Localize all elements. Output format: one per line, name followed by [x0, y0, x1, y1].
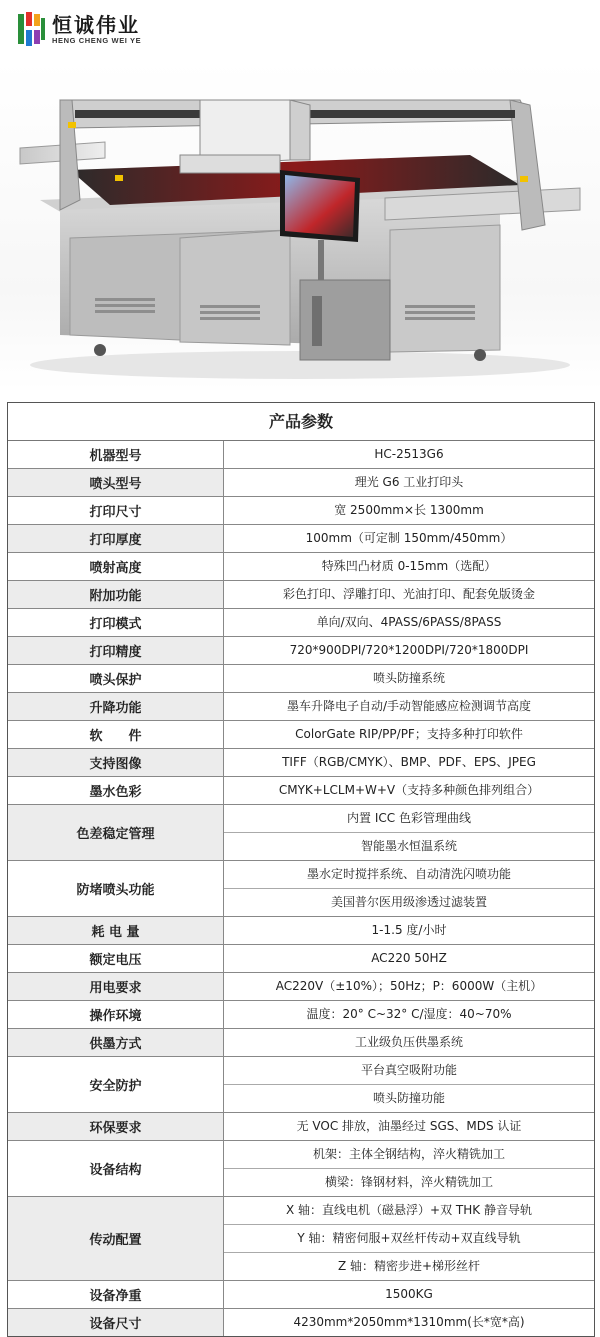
spec-label: 支持图像	[8, 749, 224, 776]
spec-row	[8, 861, 594, 917]
spec-row	[8, 1309, 594, 1336]
spec-label: 防堵喷头功能	[8, 861, 224, 916]
spec-value: 墨车升降电子自动/手动智能感应检测调节高度	[286, 699, 532, 713]
spec-value: 无 VOC 排放，油墨经过 SGS、MDS 认证	[296, 1119, 522, 1133]
spec-label: 环保要求	[8, 1113, 224, 1140]
spec-label: 传动配置	[8, 1197, 224, 1280]
spec-label: 升降功能	[8, 693, 224, 720]
spec-label: 色差稳定管理	[8, 805, 224, 860]
spec-row	[8, 1001, 594, 1029]
spec-row	[8, 525, 594, 553]
spec-label: 喷头保护	[8, 665, 224, 692]
spec-row	[8, 973, 594, 1001]
spec-value: 墨水定时搅拌系统、自动清洗闪喷功能	[306, 867, 511, 881]
spec-value: 机架：主体全钢结构，淬火精铣加工	[312, 1147, 505, 1161]
spec-label: 墨水色彩	[8, 777, 224, 804]
spec-value: Y 轴：精密伺服+双丝杆传动+双直线导轨	[224, 1224, 594, 1252]
spec-value: X 轴：直线电机（磁悬浮）+双 THK 静音导轨	[286, 1203, 532, 1217]
spec-row	[8, 609, 594, 637]
spec-value: 特殊凹凸材质 0-15mm（选配）	[321, 559, 497, 573]
spec-value: AC220 50HZ	[371, 951, 447, 965]
spec-value: TIFF（RGB/CMYK）、BMP、PDF、EPS、JPEG	[282, 755, 536, 769]
spec-row	[8, 1197, 594, 1281]
brand-name-en: HENG CHENG WEI YE	[52, 36, 142, 45]
brand-name-cn: 恒诚伟业	[52, 13, 140, 37]
spec-value: 1-1.5 度/小时	[371, 923, 447, 937]
spec-row	[8, 749, 594, 777]
spec-value: 4230mm*2050mm*1310mm(长*宽*高)	[293, 1315, 525, 1329]
spec-row	[8, 665, 594, 693]
spec-label: 操作环境	[8, 1001, 224, 1028]
spec-value: 喷头防撞系统	[372, 671, 445, 685]
spec-row	[8, 1113, 594, 1141]
spec-rows	[8, 441, 594, 1336]
spec-label: 用电要求	[8, 973, 224, 1000]
spec-value: 美国普尔医用级渗透过滤装置	[224, 888, 594, 916]
spec-row	[8, 721, 594, 749]
spec-label: 机器型号	[8, 441, 224, 468]
spec-row	[8, 469, 594, 497]
logo-mark-icon	[18, 12, 46, 48]
spec-label: 喷射高度	[8, 553, 224, 580]
spec-value: 横梁：锋钢材料，淬火精铣加工	[224, 1168, 594, 1196]
spec-value: AC220V（±10%）；50Hz；P：6000W（主机）	[275, 979, 543, 993]
brand-logo	[18, 10, 141, 50]
spec-label: 软 件	[8, 721, 224, 748]
spec-row	[8, 693, 594, 721]
spec-row	[8, 441, 594, 469]
spec-value: 智能墨水恒温系统	[224, 832, 594, 860]
spec-label: 打印模式	[8, 609, 224, 636]
spec-label: 设备尺寸	[8, 1309, 224, 1336]
spec-label: 喷头型号	[8, 469, 224, 496]
spec-row	[8, 805, 594, 861]
spec-label: 打印精度	[8, 637, 224, 664]
spec-row	[8, 553, 594, 581]
spec-value: HC-2513G6	[374, 447, 444, 461]
spec-row	[8, 637, 594, 665]
spec-row	[8, 917, 594, 945]
spec-label: 耗 电 量	[8, 917, 224, 944]
spec-label: 打印尺寸	[8, 497, 224, 524]
spec-row	[8, 777, 594, 805]
spec-value: ColorGate RIP/PP/PF；支持多种打印软件	[295, 727, 523, 741]
spec-label: 附加功能	[8, 581, 224, 608]
spec-row	[8, 1029, 594, 1057]
spec-value: 100mm（可定制 150mm/450mm）	[305, 531, 513, 545]
spec-row	[8, 945, 594, 973]
spec-value: 单向/双向、4PASS/6PASS/8PASS	[316, 615, 502, 629]
uv-flatbed-printer-illustration	[0, 60, 600, 390]
spec-value: 工业级负压供墨系统	[354, 1035, 463, 1049]
spec-row	[8, 1141, 594, 1197]
product-photo	[0, 60, 600, 390]
spec-row	[8, 581, 594, 609]
spec-label: 设备净重	[8, 1281, 224, 1308]
spec-label: 供墨方式	[8, 1029, 224, 1056]
spec-value: Z 轴：精密步进+梯形丝杆	[224, 1252, 594, 1280]
spec-value: 宽 2500mm×长 1300mm	[334, 503, 484, 517]
spec-value: 平台真空吸附功能	[360, 1063, 457, 1077]
spec-value: 720*900DPI/720*1200DPI/720*1800DPI	[289, 643, 529, 657]
spec-value: 喷头防撞功能	[224, 1084, 594, 1112]
spec-table-title: 产品参数	[8, 403, 594, 441]
spec-value: 彩色打印、浮雕打印、光油打印、配套免版烫金	[282, 587, 535, 601]
spec-label: 设备结构	[8, 1141, 224, 1196]
spec-row	[8, 497, 594, 525]
spec-label: 额定电压	[8, 945, 224, 972]
spec-row	[8, 1281, 594, 1309]
spec-table	[7, 402, 595, 1337]
spec-value: 理光 G6 工业打印头	[354, 475, 464, 489]
spec-value: 内置 ICC 色彩管理曲线	[347, 811, 471, 825]
spec-value: 1500KG	[385, 1287, 433, 1301]
spec-label: 打印厚度	[8, 525, 224, 552]
spec-label: 安全防护	[8, 1057, 224, 1112]
spec-value: CMYK+LCLM+W+V（支持多种颜色排列组合）	[278, 783, 540, 797]
spec-row	[8, 1057, 594, 1113]
spec-value: 温度：20° C~32° C/湿度：40~70%	[306, 1007, 512, 1021]
